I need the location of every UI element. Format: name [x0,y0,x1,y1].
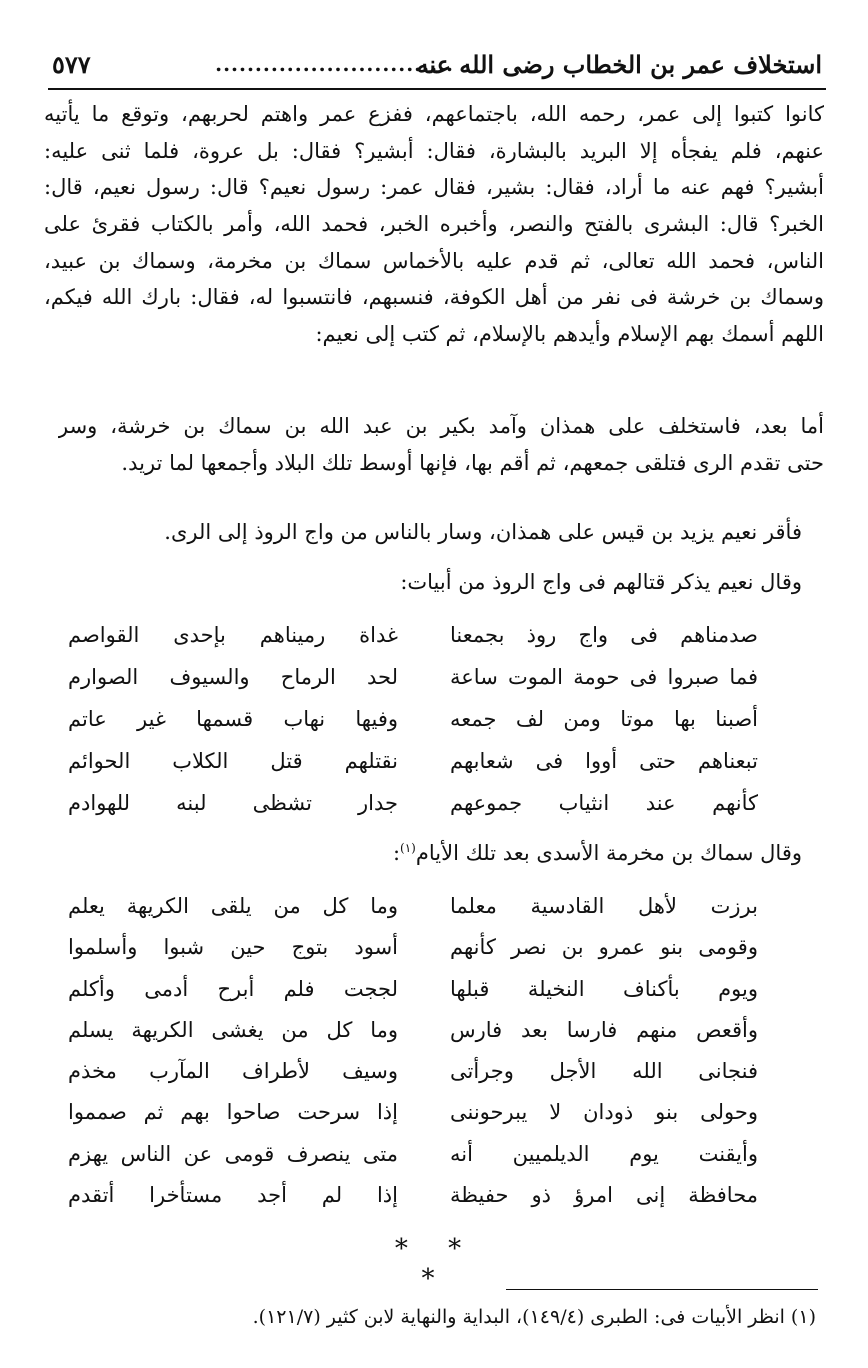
text-line: حتى تقدم الرى فتلقى جمعهم، ثم أقم بها، فإنها أوسط تلك البلاد وأجمعها لما تريد. [121,450,824,475]
verse-second-hemistich: أسود بتوج حين شبوا وأسلموا [68,935,398,960]
verse-first-hemistich: تبعناهم حتى أووا فى شعابهم [450,749,758,773]
verse-second-hemistich: إذا سرحت صاحوا بهم ثم صمموا [68,1100,398,1125]
poem2-intro [393,830,802,871]
verse-first-hemistich: وحولى بنو ذودان لا يبرحوننى [450,1100,758,1125]
section-separator: * * * [394,1234,478,1294]
text-line: كانوا كتبوا إلى عمر، رحمه الله، باجتماعهم، ففزع عمر واهتم لحربهم، وتوقع ما يأتيه [44,102,824,126]
verse-second-hemistich: وما كل من يغشى الكريهة يسلم [68,1017,398,1042]
verse-second-hemistich: إذا لم أجد مستأخرا أتقدم [68,1183,398,1208]
verse [68,1134,758,1175]
text-line: وسماك بن خرشة فى نفر من أهل الكوفة، فنسبهم، فانتسبوا له، فقال: بارك الله فيكم، [44,285,824,310]
verse-first-hemistich: كأنهم عند انثياب جموعهم [450,791,758,815]
verse [68,740,758,782]
text-line: أبشير؟ فهم عنه ما أراد، فقال: بشير، فقال عمر: رسول نعيم؟ قال: رسول نعيم، قال: [44,175,824,200]
poem2-intro-text: وقال سماك بن مخرمة الأسدى بعد تلك الأيام [415,841,802,865]
verse [68,1175,758,1216]
text-line: اللهم أسمك بهم الإسلام وأيدهم بالإسلام، ثم كتب إلى نعيم: [315,322,824,347]
verse [68,969,758,1010]
letter-quote [58,408,824,481]
verse-first-hemistich: فما صبروا فى حومة الموت ساعة [450,665,758,689]
verse-second-hemistich: وما كل من يلقى الكريهة يعلم [68,894,398,918]
verse-first-hemistich: برزت لأهل القادسية معلما [450,894,758,918]
poem2-intro-colon: : [392,841,401,865]
verse-first-hemistich: ويوم بأكناف النخيلة قبلها [450,976,758,1001]
verse [68,927,758,968]
verse-first-hemistich: فنجانى الله الأجل وجرأتى [450,1059,758,1084]
poem-nuaym [68,614,758,824]
verse-first-hemistich: محافظة إنى امرؤ ذو حفيظة [450,1183,758,1208]
verse-first-hemistich: وقومى بنو عمرو بن نصر كأنهم [450,935,758,960]
paragraph-nuaym: فأقر نعيم يزيد بن قيس على همذان، وسار بالناس من واج الروذ إلى الرى. [164,520,802,544]
verse-second-hemistich: نقتلهم قتل الكلاب الحوائم [68,749,398,773]
verse-first-hemistich: وأيقنت يوم الديلميين أنه [450,1141,758,1166]
poem1-intro: وقال نعيم يذكر قتالهم فى واج الروذ من أبيات: [400,570,802,594]
text-line: الخبر؟ قال: البشرى بالفتح والنصر، وأخبره الخبر، فحمد الله، وأمر بالكتاب فقرئ على [44,212,824,237]
verse-second-hemistich: غداة رميناهم بإحدى القواصم [68,623,398,647]
text-line: عنهم، فلم يفجأه إلا البريد بالبشارة، فقال: أبشير؟ فقال: بل عروة، فلما ثنى عليه: [44,138,824,163]
text-line: أما بعد، فاستخلف على همذان وآمد بكير بن عبد الله بن سماك بن خرشة، وسر [58,414,824,438]
verse [68,1051,758,1092]
verse-second-hemistich: وفيها نهاب قسمها غير عاتم [68,707,398,731]
header-leader-dots: .............................. [215,52,454,76]
verse [68,1010,758,1051]
paragraph-main [44,96,824,353]
page-number: ٥٧٧ [52,50,91,79]
verse-second-hemistich: جدار تشظى لبنه للهوادم [68,791,398,815]
poem-simak [68,886,758,1216]
verse [68,782,758,824]
footnote: (١) انظر الأبيات فى: الطبرى (١٤٩/٤)، البداية والنهاية لابن كثير (١٢١/٧). [252,1306,816,1328]
verse [68,656,758,698]
verse-first-hemistich: صدمناهم فى واج روذ بجمعنا [450,623,758,647]
verse [68,698,758,740]
chapter-title: استخلاف عمر بن الخطاب رضى الله عنه [416,50,822,79]
verse-first-hemistich: أصبنا بها موتا ومن لف جمعه [450,707,758,731]
footnote-rule [506,1289,818,1290]
verse-second-hemistich: لحد الرماح والسيوف الصوارم [68,665,398,689]
verse [68,614,758,656]
text-line: الناس، فحمد الله تعالى، ثم قدم عليه بالأخماس سماك بن مخرمة، وسماك بن عبيد، [44,248,824,273]
verse [68,1092,758,1133]
verse [68,886,758,927]
verse-first-hemistich: وأقعص منهم فارسا بعد فارس [450,1017,758,1042]
running-header [48,48,826,90]
verse-second-hemistich: لججت فلم أبرح أدمى وأكلم [68,976,398,1001]
verse-second-hemistich: وسيف لأطراف المآرب مخذم [68,1059,398,1084]
verse-second-hemistich: متى ينصرف قومى عن الناس يهزم [68,1141,398,1166]
footnote-ref: (١) [400,841,416,855]
